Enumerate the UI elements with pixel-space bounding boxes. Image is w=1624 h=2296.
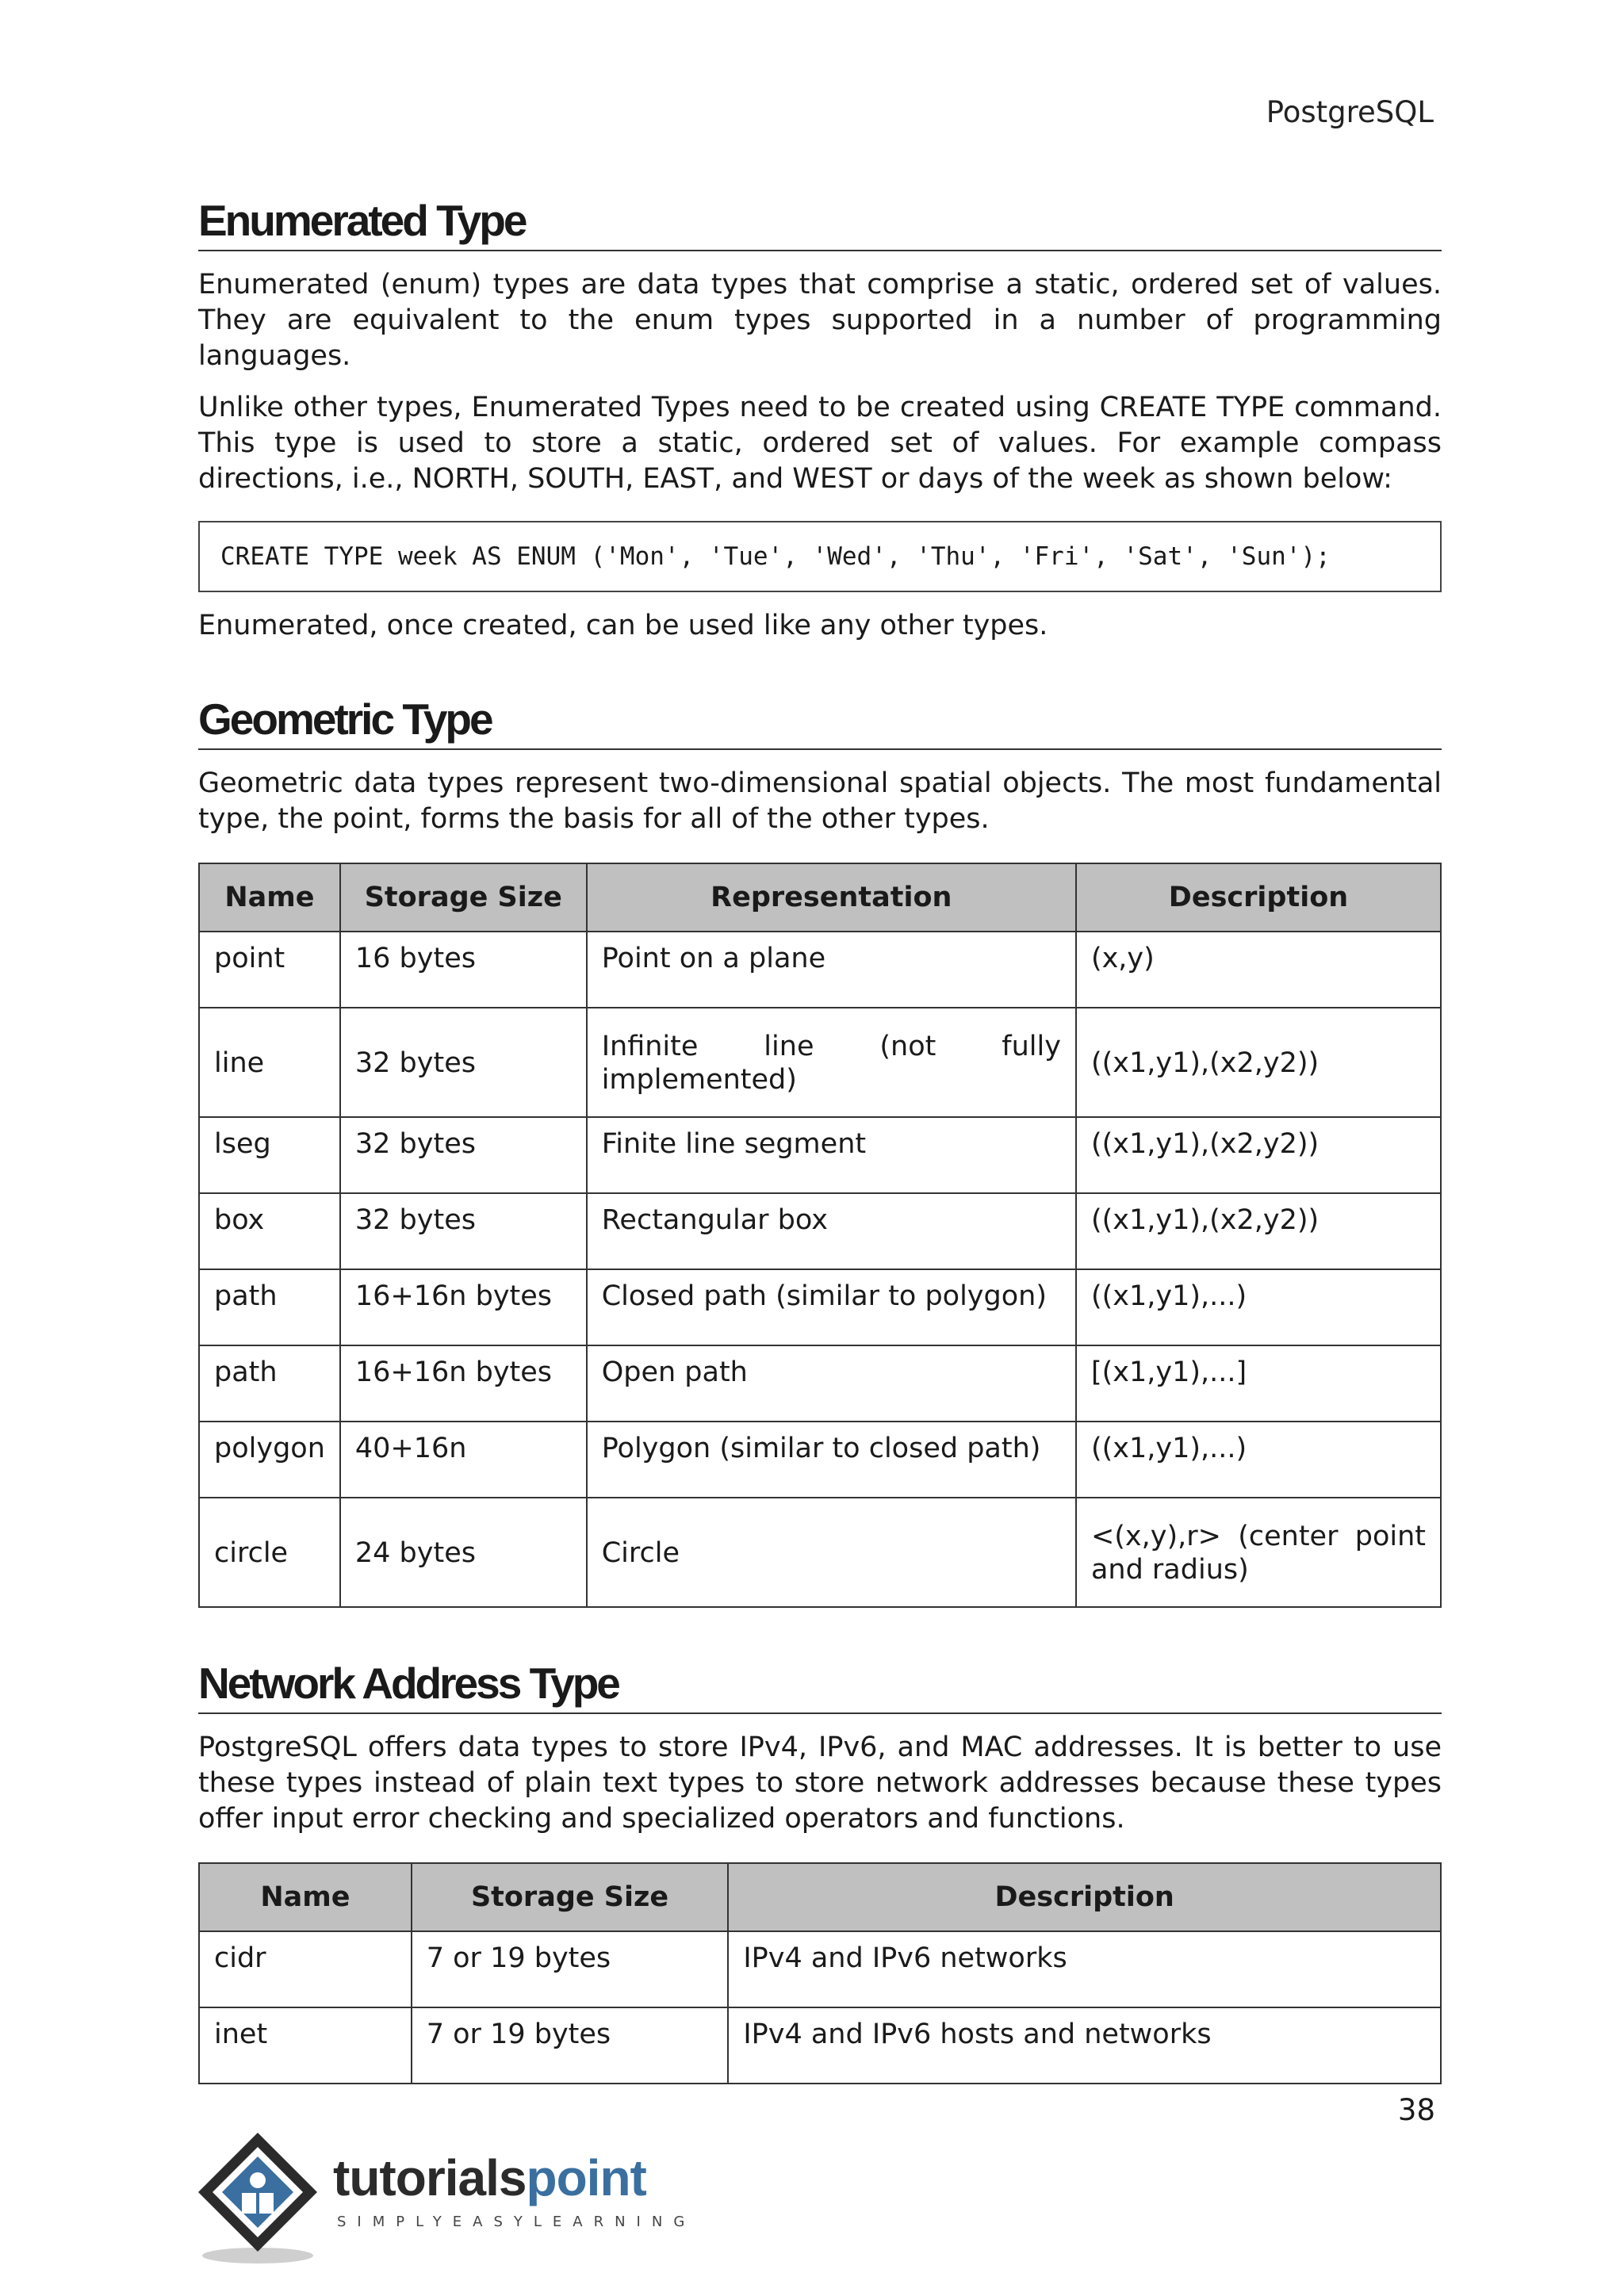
cell-representation: Infinite line (not fully implemented) — [587, 1008, 1076, 1117]
table-row — [199, 1345, 1441, 1422]
page-number: 38 — [1397, 2093, 1435, 2127]
logo-wordmark-part-2: point — [526, 2149, 646, 2206]
cell-representation: Closed path (similar to polygon) — [587, 1269, 1076, 1345]
geometric-heading: Geometric Type — [198, 693, 1442, 750]
tutorialspoint-logo — [194, 2125, 696, 2267]
cell-name: cidr — [199, 1931, 412, 2007]
cell-name: path — [199, 1345, 340, 1422]
table-row — [199, 1931, 1441, 2007]
page-header-title: PostgreSQL — [1266, 95, 1434, 129]
cell-storage-size: 32 bytes — [340, 1008, 587, 1117]
cell-storage-size: 40+16n — [340, 1422, 587, 1498]
table-row — [199, 1008, 1441, 1117]
cell-storage-size: 32 bytes — [340, 1117, 587, 1193]
column-header-name: Name — [199, 1863, 412, 1931]
tutorialspoint-logo-icon — [194, 2125, 337, 2267]
column-header-representation: Representation — [587, 863, 1076, 932]
cell-description: <(x,y),r> (center point and radius) — [1076, 1498, 1441, 1607]
cell-name: box — [199, 1193, 340, 1269]
cell-description: IPv4 and IPv6 hosts and networks — [728, 2007, 1441, 2084]
cell-name: lseg — [199, 1117, 340, 1193]
enumerated-paragraph-1: Enumerated (enum) types are data types that comprise a static, ordered set of values. They are equivalent to the enum types supported in a number of programming languages. — [198, 269, 1442, 372]
table-row — [199, 1117, 1441, 1193]
network-heading: Network Address Type — [198, 1657, 1442, 1714]
enum-code-block: CREATE TYPE week AS ENUM ('Mon', 'Tue', 'Wed', 'Thu', 'Fri', 'Sat', 'Sun'); — [198, 521, 1442, 592]
cell-description: ((x1,y1),...) — [1076, 1422, 1441, 1498]
cell-description: IPv4 and IPv6 networks — [728, 1931, 1441, 2007]
cell-name: point — [199, 932, 340, 1008]
table-row — [199, 1269, 1441, 1345]
logo-wordmark-part-1: tutorials — [333, 2149, 527, 2206]
table-header-row — [199, 863, 1441, 932]
cell-description: ((x1,y1),(x2,y2)) — [1076, 1117, 1441, 1193]
cell-description: ((x1,y1),(x2,y2)) — [1076, 1193, 1441, 1269]
cell-name: polygon — [199, 1422, 340, 1498]
cell-storage-size: 7 or 19 bytes — [412, 1931, 729, 2007]
table-row — [199, 1193, 1441, 1269]
logo-wordmark — [333, 2149, 646, 2207]
column-header-name: Name — [199, 863, 340, 932]
cell-name: inet — [199, 2007, 412, 2084]
cell-description: [(x1,y1),...] — [1076, 1345, 1441, 1422]
table-row — [199, 932, 1441, 1008]
geometric-paragraph: Geometric data types represent two-dimensional spatial objects. The most fundamental type, the point, forms the basis for all of the other types. — [198, 767, 1442, 835]
cell-description: ((x1,y1),...) — [1076, 1269, 1441, 1345]
cell-representation: Point on a plane — [587, 932, 1076, 1008]
cell-description: ((x1,y1),(x2,y2)) — [1076, 1008, 1441, 1117]
cell-representation: Open path — [587, 1345, 1076, 1422]
cell-name: path — [199, 1269, 340, 1345]
cell-storage-size: 16 bytes — [340, 932, 587, 1008]
geometric-types-table — [198, 863, 1442, 1608]
table-row — [199, 2007, 1441, 2084]
column-header-description: Description — [728, 1863, 1441, 1931]
enumerated-paragraph-2: Unlike other types, Enumerated Types need to be created using CREATE TYPE command. This type is used to store a static, ordered set of values. For example compass directions, i.e., NORTH, SOUTH, EAST, and WEST or days of the week as shown below: — [198, 392, 1442, 495]
table-row — [199, 1422, 1441, 1498]
table-row — [199, 1498, 1441, 1607]
cell-representation: Circle — [587, 1498, 1076, 1607]
table-header-row — [199, 1863, 1441, 1931]
column-header-description: Description — [1076, 863, 1441, 932]
cell-storage-size: 7 or 19 bytes — [412, 2007, 729, 2084]
cell-description: (x,y) — [1076, 932, 1441, 1008]
cell-representation: Finite line segment — [587, 1117, 1076, 1193]
logo-tagline: SIMPLYEASYLEARNING — [337, 2214, 696, 2230]
page-content — [198, 194, 1442, 2084]
column-header-storage-size: Storage Size — [340, 863, 587, 932]
cell-storage-size: 16+16n bytes — [340, 1345, 587, 1422]
cell-storage-size: 32 bytes — [340, 1193, 587, 1269]
enumerated-heading: Enumerated Type — [198, 194, 1442, 251]
network-paragraph: PostgreSQL offers data types to store IPv4, IPv6, and MAC addresses. It is better to use these types instead of plain text types to store network addresses because these types offer input error checking and specialized operators and functions. — [198, 1732, 1442, 1835]
cell-name: line — [199, 1008, 340, 1117]
cell-storage-size: 16+16n bytes — [340, 1269, 587, 1345]
cell-storage-size: 24 bytes — [340, 1498, 587, 1607]
cell-representation: Rectangular box — [587, 1193, 1076, 1269]
network-types-table — [198, 1862, 1442, 2084]
cell-name: circle — [199, 1498, 340, 1607]
column-header-storage-size: Storage Size — [412, 1863, 729, 1931]
enumerated-paragraph-3: Enumerated, once created, can be used like any other types. — [198, 610, 1048, 641]
cell-representation: Polygon (similar to closed path) — [587, 1422, 1076, 1498]
